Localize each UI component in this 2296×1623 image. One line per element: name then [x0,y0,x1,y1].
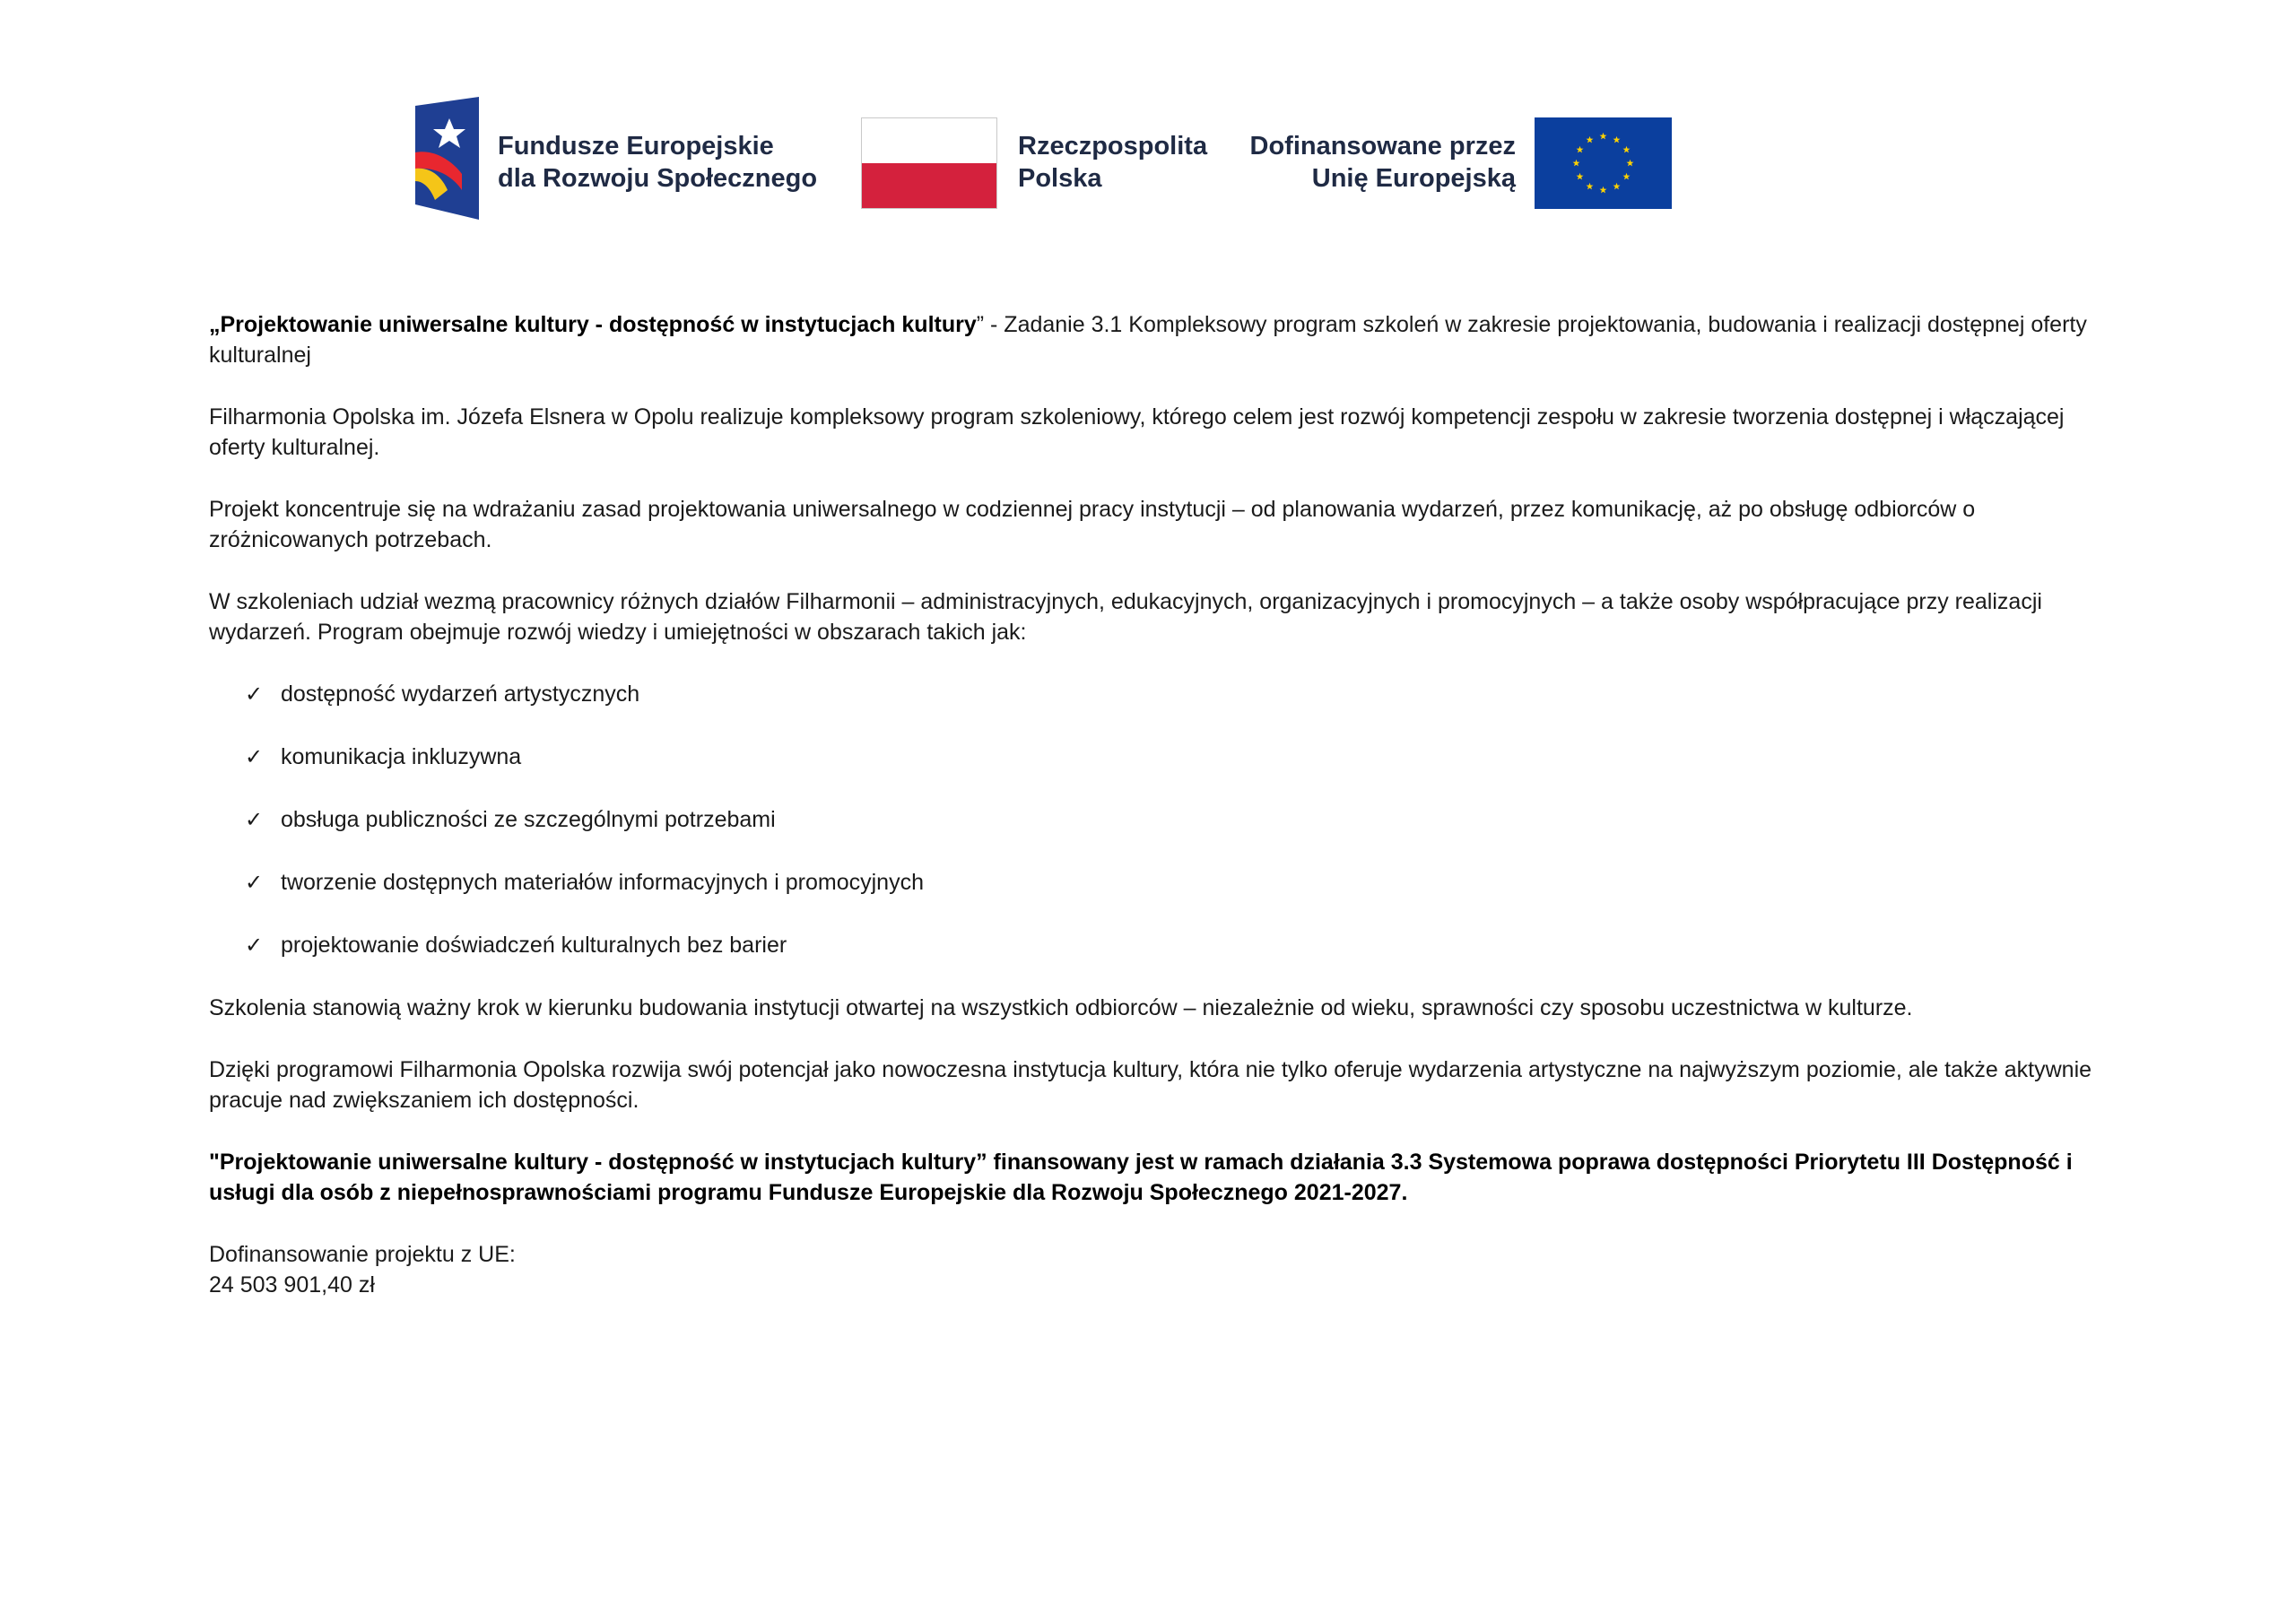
paragraph-2: Projekt koncentruje się na wdrażaniu zasad projektowania uniwersalnego w codziennej pracy instytucji – od planowania wydarzeń, przez komunikację, aż po obsługę odbiorców o zróżnicowanych potrzebach. [209,497,1976,552]
logo-band [0,0,2296,269]
eu-flag [1535,117,1672,209]
check-icon: ✓ [245,933,264,958]
check-icon: ✓ [245,682,264,707]
list-item-text: obsługa publiczności ze szczególnymi potrzebami [281,807,776,832]
list-item-text: tworzenie dostępnych materiałów informacyjnych i promocyjnych [281,870,924,895]
pl-title-line1: Rzeczpospolita [1018,132,1208,161]
check-icon: ✓ [245,745,264,769]
list-item-text: dostępność wydarzeń artystycznych [281,681,640,707]
pl-title-line2: Polska [1018,164,1102,193]
eu-title-line2: Unię Europejską [1311,164,1516,193]
funding-amount-value: 24 503 901,40 zł [209,1272,375,1298]
list-item-text: projektowanie doświadczeń kulturalnych bez barier [281,933,787,958]
fundusze-europejskie-title [498,130,817,195]
eu-title-line1: Dofinansowane przez [1249,132,1516,161]
paragraph-3: W szkoleniach udział wezmą pracownicy różnych działów Filharmonii – administracyjnych, edukacyjnych, organizacyjnych i promocyjnych – a także osoby współpracujące przy realizacji wydarzeń. Program obejmuje rozwój wiedzy i umiejętności w obszarach takich jak: [209,589,2042,645]
list-item [209,804,2110,836]
fe-title-line2: dla Rozwoju Społecznego [498,164,818,193]
paragraph-5: Dzięki programowi Filharmonia Opolska rozwija swój potencjał jako nowoczesna instytucja kultury, która nie tylko oferuje wydarzenia artystyczne na najwyższym poziomie, ale także aktywnie pracuje nad zwiększaniem ich dostępności. [209,1057,2092,1113]
project-title: „Projektowanie uniwersalne kultury - dostępność w instytucjach kultury [209,312,977,337]
funding-statement: "Projektowanie uniwersalne kultury - dostępność w instytucjach kultury” finansowany jest w ramach działania 3.3 Systemowa poprawa dostępności Priorytetu III Dostępność i usługi dla osób z niepełnosprawnościami programu Fundusze Europejskie dla Rozwoju Społecznego 2021-2027. [209,1150,2073,1205]
eu-cofinanced-title [1250,130,1517,195]
document-body [209,309,2110,1300]
funding-amount-label: Dofinansowanie projektu z UE: [209,1242,516,1267]
list-item [209,930,2110,961]
fe-title-line1: Fundusze Europejskie [498,132,774,161]
check-icon: ✓ [245,871,264,895]
list-item [209,867,2110,898]
paragraph-1: Filharmonia Opolska im. Józefa Elsnera w Opolu realizuje kompleksowy program szkoleniowy, którego celem jest rozwój kompetencji zespołu w zakresie tworzenia dostępnej i włączającej oferty kulturalnej. [209,404,2065,460]
fundusze-europejskie-logo [415,97,479,220]
polish-flag [861,117,997,209]
intro-paragraph [209,309,2110,370]
list-item [209,679,2110,710]
list-item [209,742,2110,773]
check-icon: ✓ [245,808,264,832]
list-item-text: komunikacja inkluzywna [281,744,522,769]
funding-amount-block [209,1239,2110,1300]
rzeczpospolita-polska-title [1018,130,1207,195]
checklist [209,679,2110,961]
paragraph-4: Szkolenia stanowią ważny krok w kierunku budowania instytucji otwartej na wszystkich odbiorców – niezależnie od wieku, sprawności czy sposobu uczestnictwa w kulturze. [209,995,1913,1020]
intro-rest: ” - Zadanie 3.1 Kompleksowy program szkoleń w zakresie projektowania, budowania i realizacji dostępnej oferty kulturalnej [209,312,2087,368]
